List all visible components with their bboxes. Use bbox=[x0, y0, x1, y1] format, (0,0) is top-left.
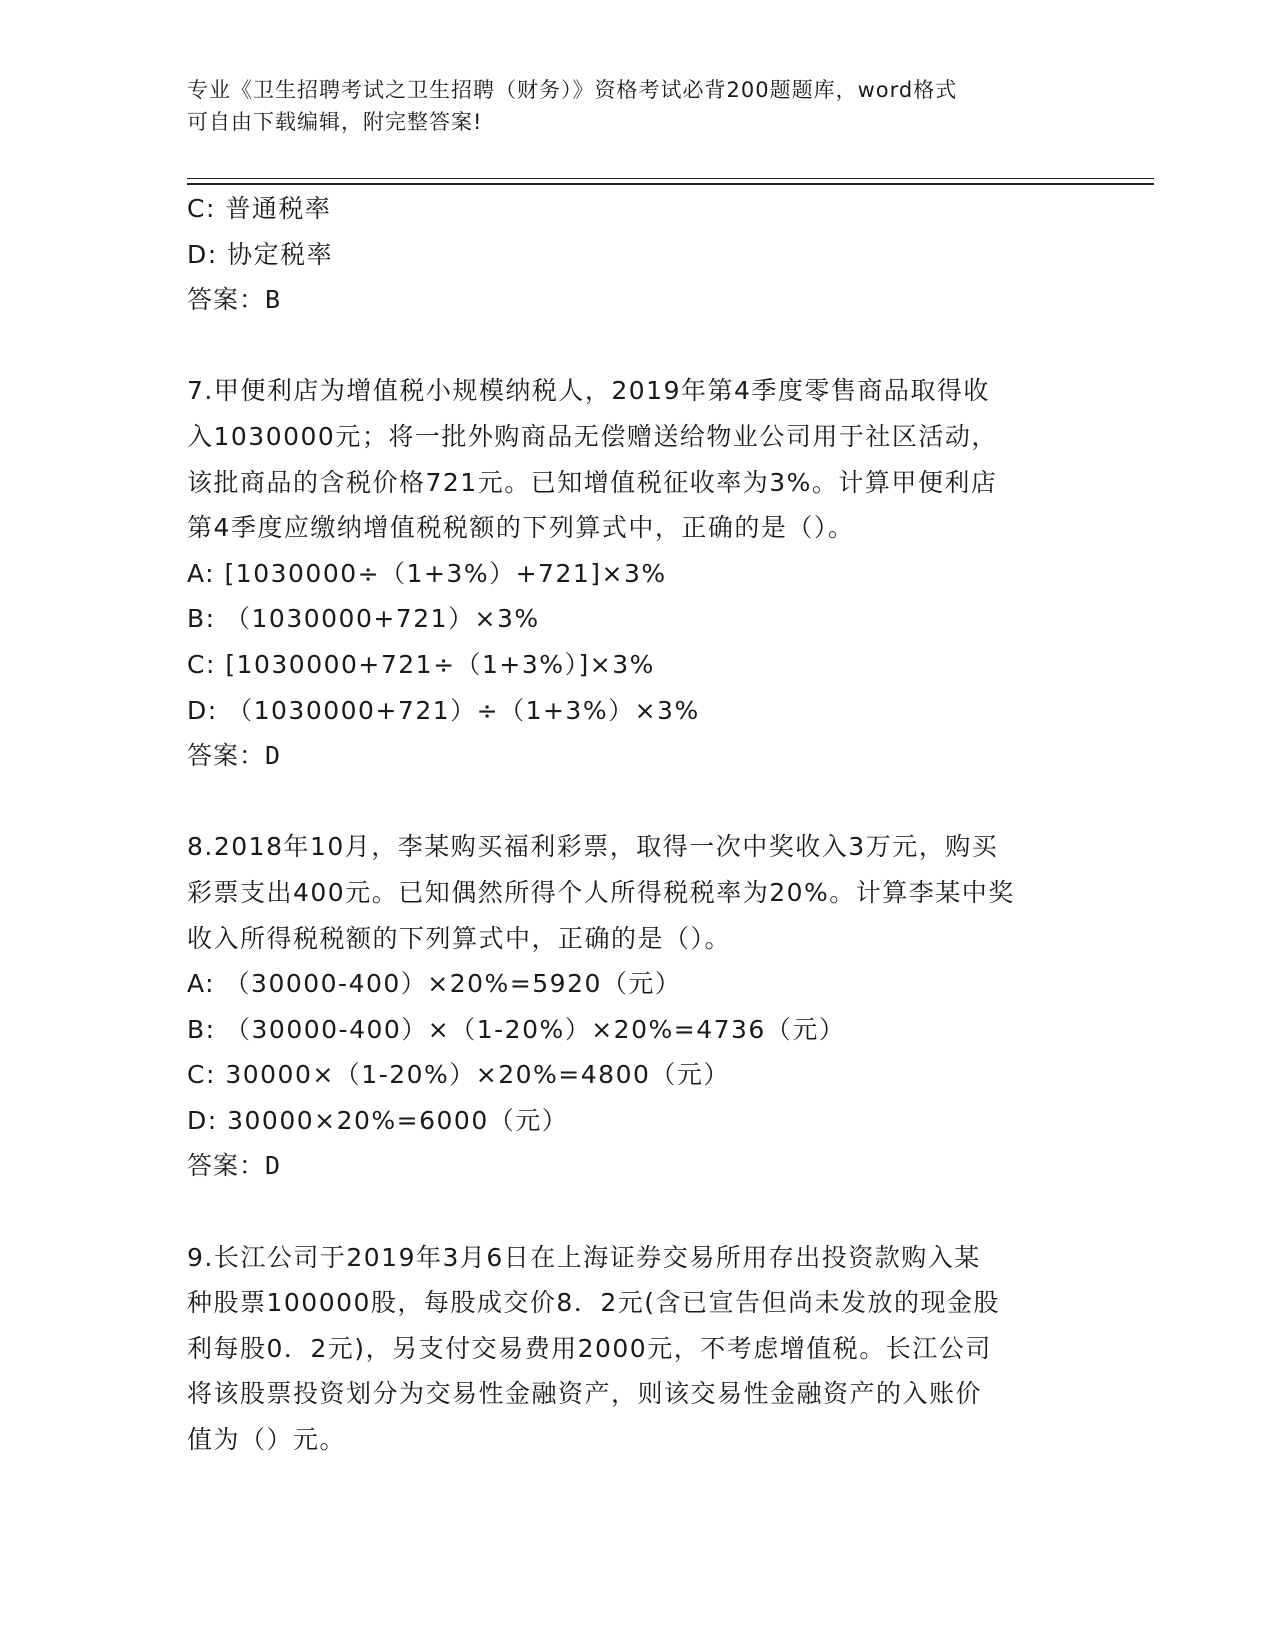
question-stem-line: 种股票100000股，每股成交价8．2元(含已宣告但尚未发放的现金股 bbox=[187, 1288, 1001, 1318]
header-title-line-2: 可自由下载编辑，附完整答案! bbox=[187, 110, 483, 134]
previous-question-tail bbox=[187, 186, 1087, 323]
option-c: C: 普通税率 bbox=[187, 194, 332, 223]
question-stem-line: 该批商品的含税价格721元。已知增值税征收率为3%。计算甲便利店 bbox=[187, 467, 998, 497]
question-stem-line: 利每股0．2元)，另支付交易费用2000元，不考虑增值税。长江公司 bbox=[187, 1333, 992, 1363]
question-stem-line: 值为（）元。 bbox=[187, 1425, 347, 1455]
option-a: A: [1030000÷（1+3%）+721]×3% bbox=[187, 558, 667, 588]
spacer bbox=[187, 323, 1087, 369]
question-stem-line: 8.2018年10月，李某购买福利彩票，取得一次中奖收入3万元，购买 bbox=[187, 832, 999, 862]
question-stem-line: 第4季度应缴纳增值税税额的下列算式中，正确的是（）。 bbox=[187, 513, 855, 543]
question-stem-line: 7.甲便利店为增值税小规模纳税人，2019年第4季度零售商品取得收 bbox=[187, 376, 990, 406]
question-stem-line: 9.长江公司于2019年3月6日在上海证券交易所用存出投资款购入某 bbox=[187, 1242, 981, 1272]
option-a: A: （30000-400）×20%=5920（元） bbox=[187, 969, 682, 999]
header-divider-thick bbox=[187, 183, 1154, 185]
option-d: D: （1030000+721）÷（1+3%）×3% bbox=[187, 695, 700, 725]
option-d: D: 协定税率 bbox=[187, 239, 334, 269]
option-b: B: （1030000+721）×3% bbox=[187, 604, 540, 634]
option-b: B: （30000-400）×（1-20%）×20%=4736（元） bbox=[187, 1014, 846, 1044]
answer-line: 答案：B bbox=[187, 285, 282, 315]
question-8 bbox=[187, 824, 1087, 1189]
spacer bbox=[187, 779, 1087, 825]
spacer bbox=[187, 1189, 1087, 1235]
option-c: C: 30000×（1-20%）×20%=4800（元） bbox=[187, 1060, 730, 1090]
question-9 bbox=[187, 1235, 1087, 1463]
question-7 bbox=[187, 368, 1087, 778]
question-stem-line: 收入所得税税额的下列算式中，正确的是（）。 bbox=[187, 923, 732, 953]
header-title-line-1: 专业《卫生招聘考试之卫生招聘（财务）》资格考试必背200题题库，word格式 bbox=[187, 78, 958, 102]
option-c: C: [1030000+721÷（1+3%）]×3% bbox=[187, 649, 655, 679]
answer-line: 答案：D bbox=[187, 1151, 282, 1181]
answer-line: 答案：D bbox=[187, 741, 282, 771]
document-body bbox=[187, 186, 1087, 1463]
question-stem-line: 彩票支出400元。已知偶然所得个人所得税税率为20%。计算李某中奖 bbox=[187, 877, 1015, 907]
question-stem-line: 入1030000元；将一批外购商品无偿赠送给物业公司用于社区活动， bbox=[187, 421, 998, 451]
question-stem-line: 将该股票投资划分为交易性金融资产，则该交易性金融资产的入账价 bbox=[187, 1379, 983, 1409]
document-header bbox=[187, 74, 1087, 138]
option-d: D: 30000×20%=6000（元） bbox=[187, 1105, 569, 1135]
header-divider-thin bbox=[187, 178, 1154, 179]
